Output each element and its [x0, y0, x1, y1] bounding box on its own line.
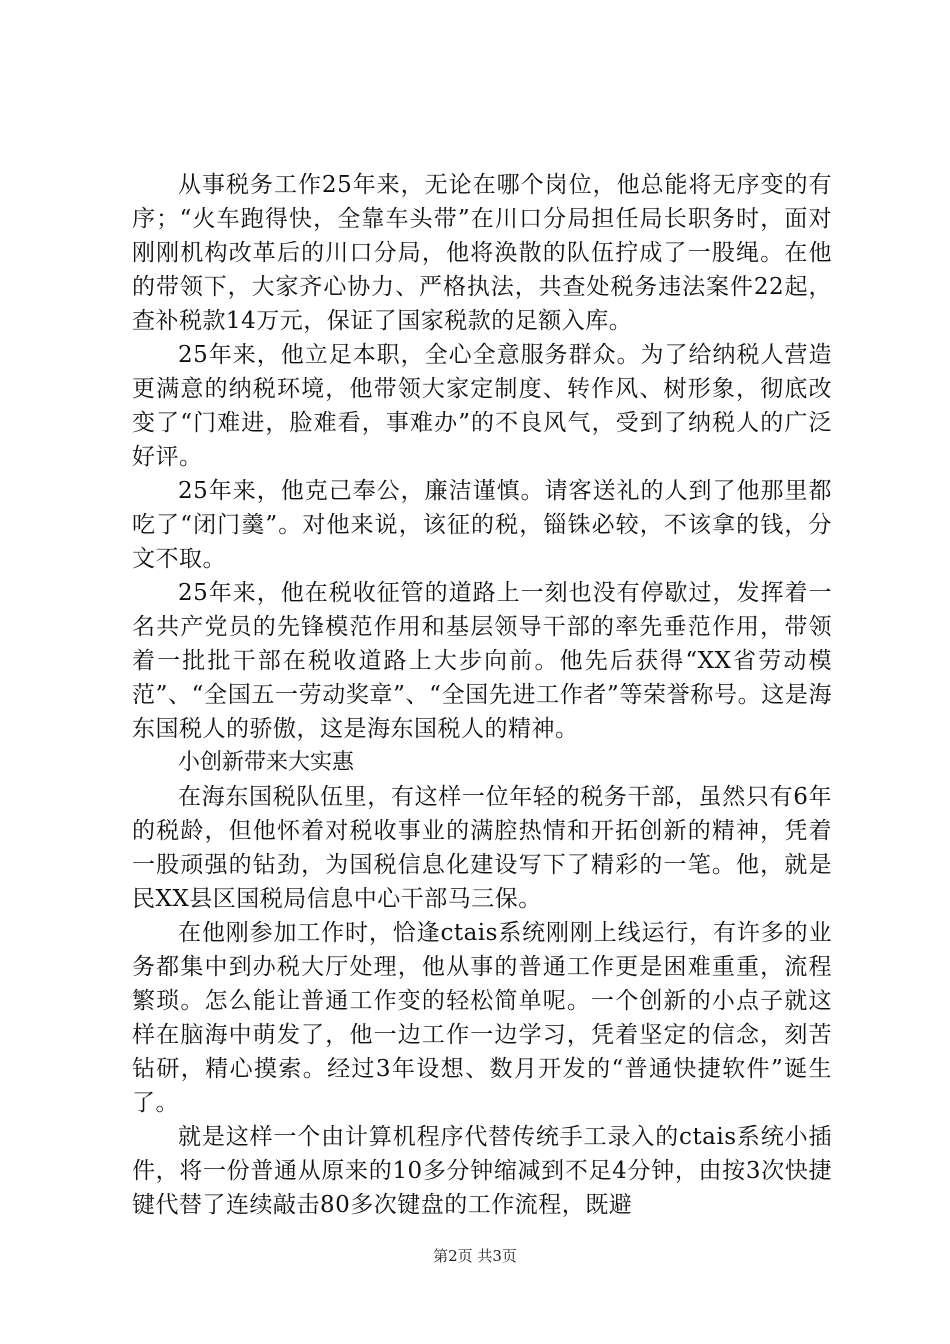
paragraph: 25年来，他克己奉公，廉洁谨慎。请客送礼的人到了他那里都吃了“闭门羹”。对他来说，该征的税，锱铢必较，不该拿的钱，分文不取。	[132, 478, 832, 572]
paragraph: 从事税务工作25年来，无论在哪个岗位，他总能将无序变的有序；“火车跑得快，全靠车头带”在川口分局担任局长职务时，面对刚刚机构改革后的川口分局，他将涣散的队伍拧成了一股绳。在他的带领下，大家齐心协力、严格执法，共查处税务违法案件22起，查补税款14万元，保证了国家税款的足额入库。	[132, 172, 832, 334]
paragraph: 在海东国税队伍里，有这样一位年轻的税务干部，虽然只有6年的税龄，但他怀着对税收事业的满腔热情和开拓创新的精神，凭着一股顽强的钻劲，为国税信息化建设写下了精彩的一笔。他，就是民XX县区国税局信息中心干部马三保。	[132, 784, 832, 912]
paragraph: 25年来，他立足本职，全心全意服务群众。为了给纳税人营造更满意的纳税环境，他带领大家定制度、转作风、树形象，彻底改变了“门难进，脸难看，事难办”的不良风气，受到了纳税人的广泛好评。	[132, 342, 832, 470]
section-heading: 小创新带来大实惠	[178, 750, 355, 775]
paragraph: 在他刚参加工作时，恰逢ctais系统刚刚上线运行，有许多的业务都集中到办税大厅处理，他从事的普通工作更是困难重重，流程繁琐。怎么能让普通工作变的轻松简单呢。一个创新的小点子就这样在脑海中萌发了，他一边工作一边学习，凭着坚定的信念，刻苦钻研，精心摸索。经过3年设想、数月开发的“普通快捷软件”诞生了。	[132, 920, 832, 1116]
page-number-footer: 第2页 共3页	[433, 1247, 517, 1265]
paragraph: 25年来，他在税收征管的道路上一刻也没有停歇过，发挥着一名共产党员的先锋模范作用和基层领导干部的率先垂范作用，带领着一批批干部在税收道路上大步向前。他先后获得“XX省劳动模范”、“全国五一劳动奖章”、“全国先进工作者”等荣誉称号。这是海东国税人的骄傲，这是海东国税人的精神。	[132, 580, 832, 742]
document-body	[132, 168, 832, 1222]
paragraph: 就是这样一个由计算机程序代替传统手工录入的ctais系统小插件，将一份普通从原来的10多分钟缩减到不足4分钟，由按3次快捷键代替了连续敲击80多次键盘的工作流程，既避	[132, 1124, 832, 1218]
